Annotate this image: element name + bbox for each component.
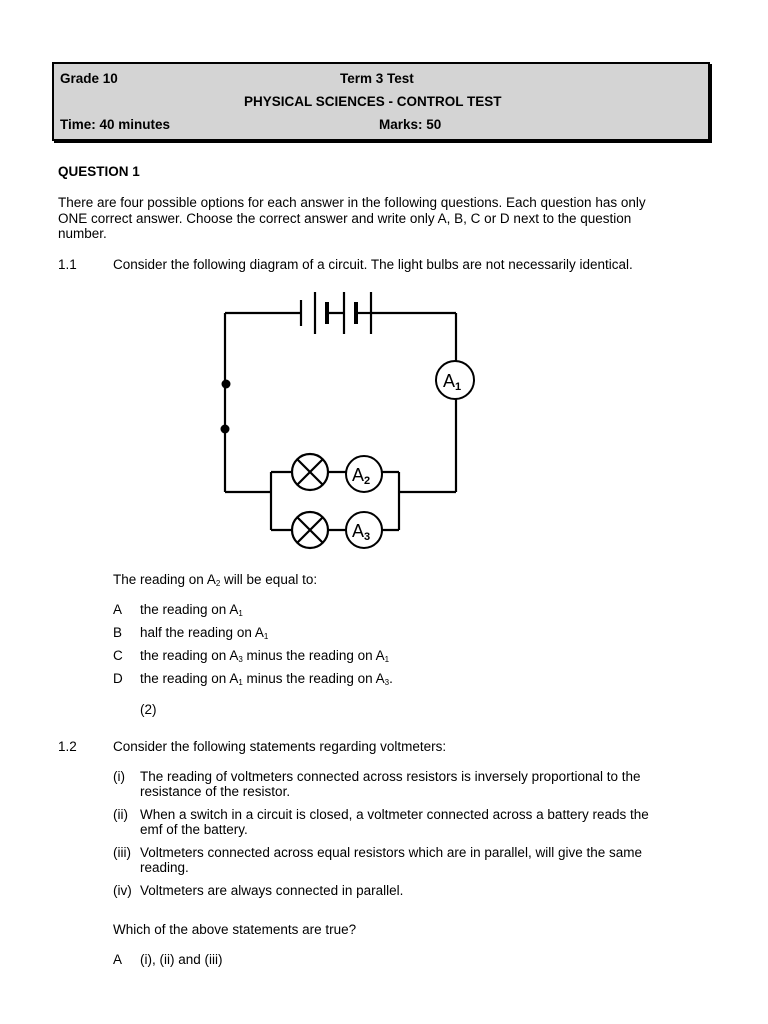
statement-number: (iv) — [113, 883, 132, 898]
statement-number: (i) — [113, 769, 125, 784]
marks-label: Marks: 50 — [379, 117, 442, 132]
option-text: the reading on $A_3$ minus the reading on $A_1$ — [140, 648, 390, 664]
battery-symbol — [301, 292, 371, 334]
statement-number: (iii) — [113, 845, 131, 860]
question-number: 1.2 — [58, 739, 77, 754]
time-label: Time: 40 minutes — [60, 117, 171, 132]
option-text: the reading on $A_1$ minus the reading on $A_3$. — [140, 671, 393, 687]
option-letter: A — [113, 952, 123, 967]
switch-terminal-top — [222, 380, 231, 389]
option-text: half the reading on $A_1$ — [140, 625, 269, 641]
ammeter-a3 — [346, 512, 382, 548]
question-text: Consider the following statements regarding voltmeters: — [113, 739, 447, 754]
option-text: the reading on $A_1$ — [140, 602, 243, 618]
option-letter: A — [113, 602, 123, 617]
option-text: (i), (ii) and (iii) — [140, 952, 223, 967]
option-letter: D — [113, 671, 123, 686]
svg-text:A2: A2 — [352, 465, 371, 487]
ammeter-a2 — [346, 456, 382, 492]
light-bulb-lower — [292, 512, 328, 548]
question-stem: The reading on $A_2$ will be equal to: — [113, 572, 318, 588]
svg-text:A3: A3 — [352, 521, 371, 543]
question-text: Consider the following diagram of a circuit. The light bulbs are not necessarily identical. — [113, 257, 633, 272]
svg-text:A1: A1 — [443, 371, 462, 393]
statement-text: Voltmeters are always connected in parallel. — [140, 883, 404, 898]
option-letter: C — [113, 648, 123, 663]
question-1-heading: QUESTION 1 — [58, 164, 140, 179]
ammeter-a1 — [436, 361, 474, 399]
question-1-instructions: There are four possible options for each answer in the following questions. Each question has only ONE correct answer. Choose the correct answer and write only A, B, C or D next to the question number. — [58, 195, 646, 241]
test-title: PHYSICAL SCIENCES - CONTROL TEST — [244, 94, 502, 109]
statement-text: When a switch in a circuit is closed, a voltmeter connected across a battery reads the emf of the battery. — [140, 807, 649, 837]
switch-terminal-bottom — [221, 425, 230, 434]
mark-allocation: (2) — [140, 702, 157, 717]
light-bulb-upper — [292, 454, 328, 490]
question-prompt: Which of the above statements are true? — [113, 922, 357, 937]
question-number: 1.1 — [58, 257, 77, 272]
statement-text: Voltmeters connected across equal resistors which are in parallel, will give the same reading. — [140, 845, 642, 875]
statement-text: The reading of voltmeters connected across resistors is inversely proportional to the resistance of the resistor. — [140, 769, 641, 799]
option-letter: B — [113, 625, 123, 640]
statement-number: (ii) — [113, 807, 128, 822]
grade-label: Grade 10 — [60, 71, 118, 86]
term-label: Term 3 Test — [340, 71, 414, 86]
